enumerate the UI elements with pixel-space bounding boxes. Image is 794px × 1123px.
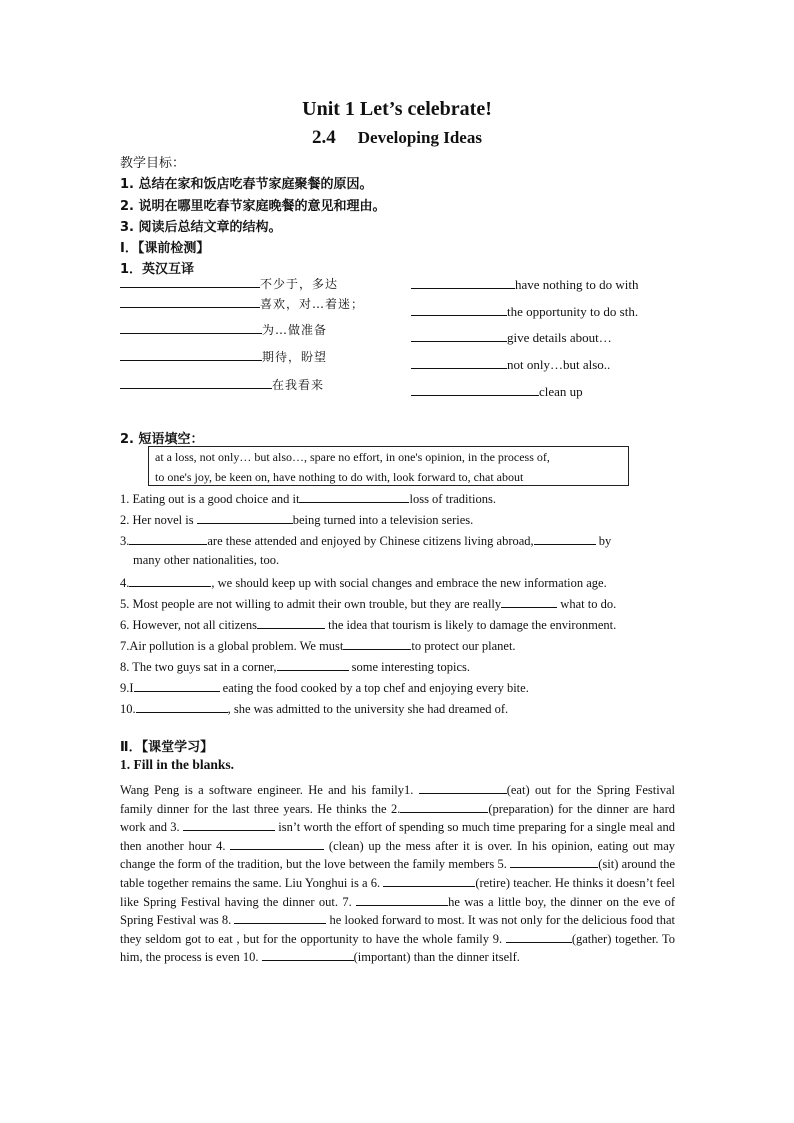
answer-blank[interactable]: [411, 383, 539, 396]
answer-blank[interactable]: [120, 295, 260, 308]
sentence-1: 1. Eating out is a good choice and it loss of traditions.: [120, 492, 496, 506]
answer-blank[interactable]: [183, 819, 275, 831]
fill-blanks-heading: 1. Fill in the blanks.: [120, 757, 235, 772]
phrase-box: [148, 446, 629, 486]
vocab-left-3: 为…做准备: [120, 321, 327, 338]
answer-blank[interactable]: [234, 912, 326, 924]
sentence-10: 10. , she was admitted to the university she had dreamed of.: [120, 702, 509, 716]
vocab-right-3: give details about…: [411, 329, 612, 346]
objective-3: 3. 阅读后总结文章的结构。: [120, 220, 282, 235]
answer-blank[interactable]: [120, 321, 262, 334]
sentence-3-continued: many other nationalities, too.: [133, 553, 280, 567]
sentence-7: 7.Air pollution is a global problem. We must to protect our planet.: [120, 639, 516, 653]
part1-heading: 1．英汉互译: [120, 262, 195, 277]
answer-blank[interactable]: [129, 574, 211, 587]
vocab-left-1: 不少于，多达: [120, 275, 338, 292]
answer-blank[interactable]: [120, 376, 272, 389]
objective-2: 2. 说明在哪里吃春节家庭晚餐的意见和理由。: [120, 199, 386, 214]
answer-blank[interactable]: [506, 931, 572, 943]
part2-heading: 2. 短语填空：: [120, 432, 204, 447]
vocab-right-4: not only…but also..: [411, 356, 610, 373]
answer-blank[interactable]: [419, 782, 507, 794]
answer-blank[interactable]: [197, 511, 293, 524]
answer-blank[interactable]: [262, 949, 354, 961]
vocab-right-2: the opportunity to do sth.: [411, 303, 638, 320]
answer-blank[interactable]: [411, 329, 507, 342]
answer-blank[interactable]: [356, 894, 448, 906]
answer-blank[interactable]: [136, 700, 228, 713]
answer-blank[interactable]: [501, 595, 557, 608]
vocab-left-4: 期待，盼望: [120, 348, 327, 365]
lesson-title: [0, 127, 794, 149]
answer-blank[interactable]: [411, 356, 507, 369]
answer-blank[interactable]: [129, 532, 207, 545]
answer-blank[interactable]: [134, 679, 220, 692]
objective-1: 1. 总结在家和饭店吃春节家庭聚餐的原因。: [120, 177, 373, 192]
answer-blank[interactable]: [120, 348, 262, 361]
answer-blank[interactable]: [534, 532, 596, 545]
answer-blank[interactable]: [230, 838, 324, 850]
answer-blank[interactable]: [400, 801, 488, 813]
answer-blank[interactable]: [299, 490, 409, 503]
answer-blank[interactable]: [343, 637, 411, 650]
sentence-4: 4. , we should keep up with social changes and embrace the new information age.: [120, 576, 607, 590]
vocab-left-5: 在我看来: [120, 376, 324, 393]
sentence-5: 5. Most people are not willing to admit their own trouble, but they are really what to do.: [120, 597, 617, 611]
sentence-6: 6. However, not all citizens the idea that tourism is likely to damage the environment.: [120, 618, 617, 632]
lesson-number: 2.4: [312, 127, 336, 148]
answer-blank[interactable]: [120, 275, 260, 288]
sentence-8: 8. The two guys sat in a corner, some interesting topics.: [120, 660, 471, 674]
answer-blank[interactable]: [411, 303, 507, 316]
vocab-right-1: have nothing to do with: [411, 276, 639, 293]
vocab-right-5: clean up: [411, 383, 583, 400]
sentence-3: 3. are these attended and enjoyed by Chinese citizens living abroad, by: [120, 534, 612, 548]
lesson-name: Developing Ideas: [357, 128, 482, 147]
unit-title: Unit 1 Let’s celebrate!: [302, 98, 492, 120]
phrase-box-line-2: to one's joy, be keen on, have nothing to do with, look forward to, chat about: [155, 470, 524, 484]
sentence-2: 2. Her novel is being turned into a television series.: [120, 513, 474, 527]
answer-blank[interactable]: [510, 856, 598, 868]
phrase-box-line-1: at a loss, not only… but also…, spare no effort, in one's opinion, in the process of,: [155, 450, 550, 464]
answer-blank[interactable]: [277, 658, 349, 671]
sentence-9: 9.I eating the food cooked by a top chef and enjoying every bite.: [120, 681, 529, 695]
answer-blank[interactable]: [383, 875, 475, 887]
answer-blank[interactable]: [411, 276, 515, 289]
section1-heading: Ⅰ．【课前检测】: [120, 241, 210, 256]
vocab-left-2: 喜欢，对…着迷；: [120, 295, 364, 312]
passage: Wang Peng is a software engineer. He and his family1. (eat) out for the Spring Festival family dinner for the last three years. He thinks the 2. (preparation) for the dinner are hard work and 3. isn’t worth the effort of spending so much time preparing for a single meal and then another hour 4. (clean) up the mess after it is over. In his opinion, eating out may change the form of the tradition, but the love between the family members 5. (sit) around the table together remains the same. Liu Yonghui is a 6. (retire) teacher. He thinks it doesn’t feel like Spring Festival having the dinner out. 7. he was a little boy, the dinner on the eve of Spring Festival was 8. he looked forward to most. It was not only for the delicious food that they seldom got to eat , but for the opportunity to have the whole family 9. (gather) together. To him, the process is even 10. (important) than the dinner itself.: [120, 783, 676, 965]
answer-blank[interactable]: [257, 616, 325, 629]
section2-heading: Ⅱ．【课堂学习】: [120, 740, 214, 755]
objectives-heading: 教学目标：: [120, 156, 186, 171]
